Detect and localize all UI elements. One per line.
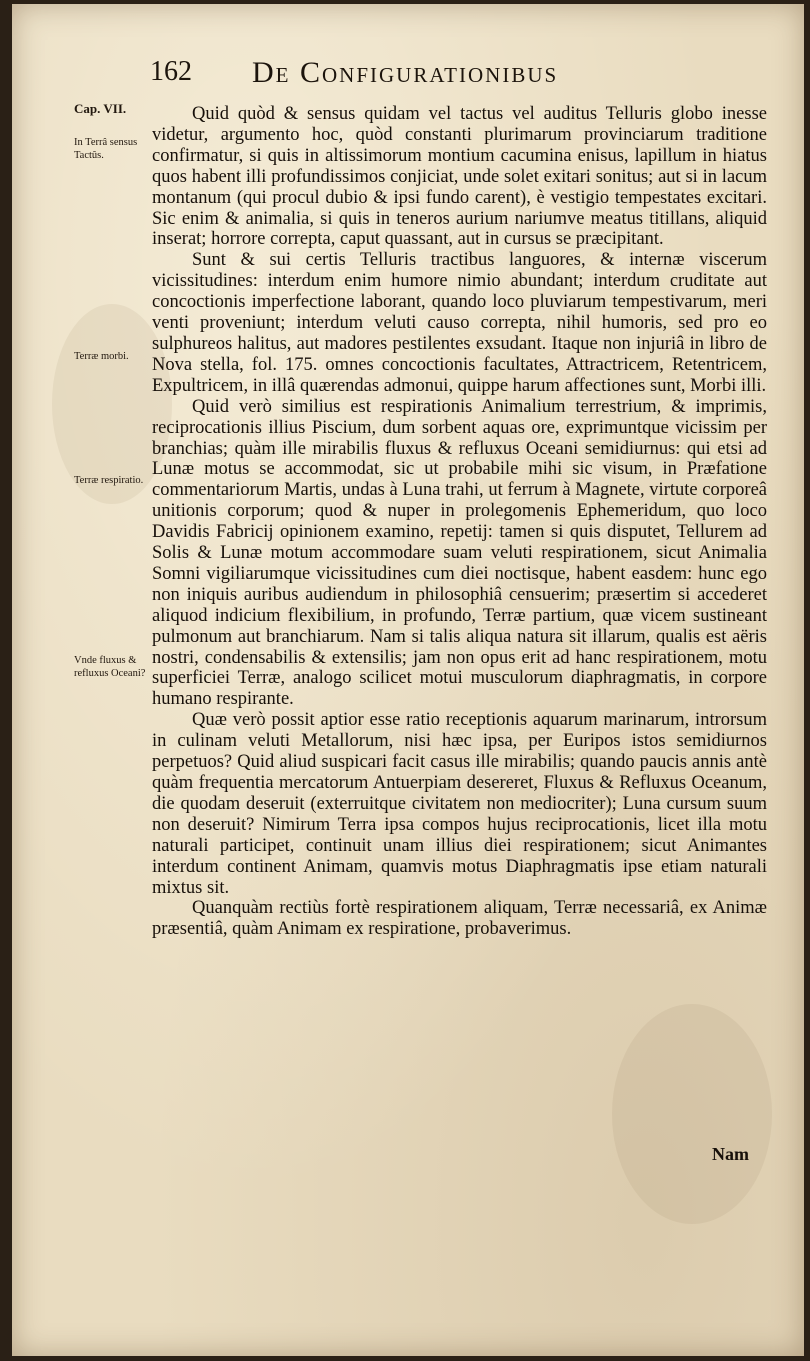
paragraph: Quid quòd & sensus quidam vel tactus vel auditus Telluris globo inesse videtur, argumento hoc, quòd constanti plurimarum provinciarum traditione confirmatur, si quis in altissimorum montium cacumina enisus, lapillum in hiatus quos habent illi profundissimos conjiciat, unde solet exitari sonitus; aut si in lacum montanum (qui procul dubio & ipsi fundo carent), è vestigio tempestates excitari. Sic enim & animalia, si quis in teneros aurium nariumve meatus titillans, aliquid inserat; horrore correpta, caput quassant, aut in cursus se præcipitant. bbox=[152, 104, 767, 250]
main-text bbox=[152, 104, 767, 940]
book-page bbox=[12, 4, 804, 1356]
margin-note-fluxus: Vnde fluxus & refluxus Oceani? bbox=[74, 655, 146, 679]
paragraph: Sunt & sui certis Telluris tractibus languores, & internæ viscerum vicissitudines: interdum enim humore nimio abundant; interdum cruditate aut concoctionis imperfectione laborant, quando loco pluviarum tempestivarum, meri venti proveniunt; interdum veluti causo correpta, nihil humoris, sed pro eo sulphureos halitus, aut madores pestilentes exsudant. Itaque non injuriâ in libro de Nova stella, fol. 175. omnes concoctionis facultates, Attractricem, Retentricem, Expultricem, in illâ quærendas admonui, quippe harum affectiones sunt, Morbi illi. bbox=[152, 250, 767, 396]
paragraph: Quanquàm rectiùs fortè respirationem aliquam, Terræ necessariâ, ex Animæ præsentiâ, quàm Animam ex respiratione, probaverimus. bbox=[152, 898, 767, 940]
margin-note-sensus: In Terrâ sensus Tactûs. bbox=[74, 137, 138, 161]
paper-stain bbox=[612, 1004, 772, 1224]
paragraph: Quæ verò possit aptior esse ratio receptionis aquarum marinarum, introrsum in culinam veluti Metallorum, nisi hæc ipsa, per Euripos istos semidiurnos perpetuos? Quid aliud suspicari facit casus ille mirabilis; quando paucis annis antè quàm frequentia mercatorum Antuerpiam desereret, Fluxus & Refluxus Oceanum, die quodam deseruit (exterruitque civitatem non mediocriter); Luna cursum suum non deseruit? Nimirum Terra ipsa compos hujus reciprocationis, licet illa motu naturali participet, continuit unam illius diei respirationem; sicut Animantes interdum continent Animam, quamvis motus Diaphragmatis ipse etiam naturali mixtus sit. bbox=[152, 710, 767, 898]
running-title: De Configurationibus bbox=[252, 56, 559, 89]
margin-note-respiratio: Terræ respiratio. bbox=[74, 475, 144, 486]
page-number: 162 bbox=[150, 56, 192, 87]
margin-notes bbox=[12, 4, 152, 1356]
margin-note-chapter: Cap. VII. bbox=[74, 101, 127, 116]
paragraph: Quid verò similius est respirationis Animalium terrestrium, & imprimis, reciprocationis illius Piscium, dum sorbent aquas ore, exprimuntque vicissim per branchias; quàm ille mirabilis fluxus & refluxus Oceani semidiurnus: qui etsi ad Lunæ motus se accommodat, sic ut probabile mihi sic visum, in Præfatione commentariorum Martis, undas à Luna trahi, ut ferrum à Magnete, virtute corporeâ unitionis corporum; quod & nuper in prolegomenis Ephemeridum, quo loco Davidis Fabricij opinionem examino, repetij: tamen si quis disputet, Tellurem ad Solis & Lunæ motum accommodare suam veluti respirationem, sicut Animalia Somni vigiliarumque vicissitudines cum diei noctisque, habent easdem: hunc ego non iniquis auribus audiendum in philosophiâ censuerim; præsertim si accederet aliquod indicium flexibilium, in profundo, Terræ partium, quæ vicem sustineant pulmonum aut branchiarum. Nam si talis aliqua natura sit illarum, qualis est aëris nostri, condensabilis & extensilis; jam non opus erit ad hanc respirationem, motu superficiei Terræ, analogo scilicet motui musculorum diaphragmatis, in corpore humano respirante. bbox=[152, 396, 767, 710]
catchword: Nam bbox=[712, 1144, 749, 1164]
margin-note-morbi: Terræ morbi. bbox=[74, 351, 129, 362]
